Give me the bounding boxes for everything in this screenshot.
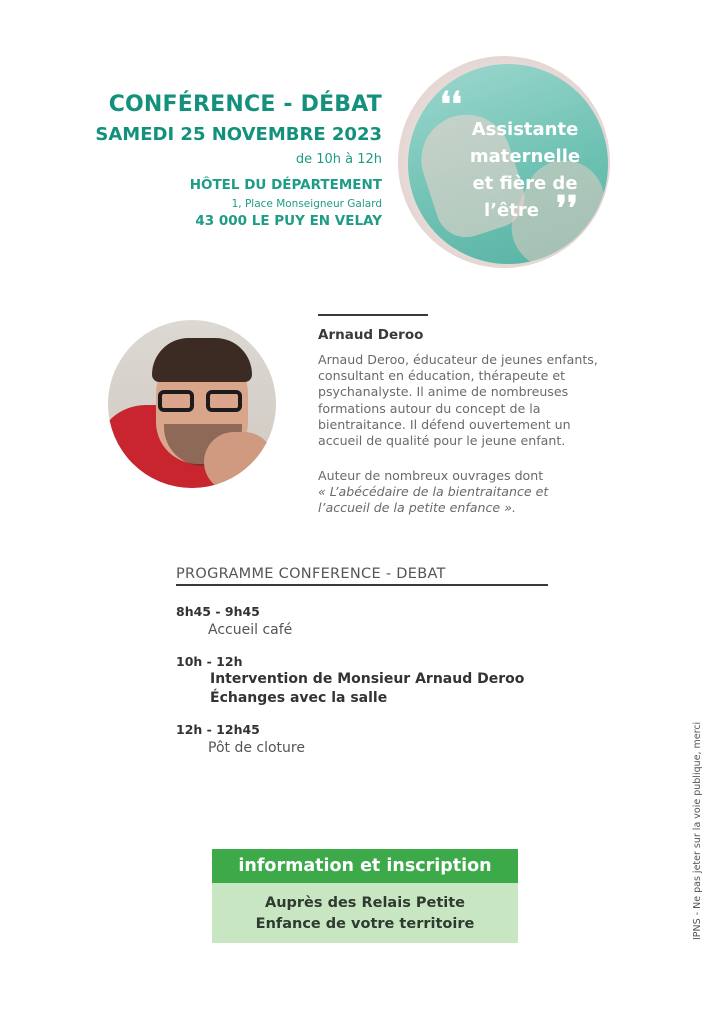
works-intro: Auteur de nombreux ouvrages dont xyxy=(318,468,544,483)
slot-time: 10h - 12h xyxy=(176,654,243,669)
speaker-divider xyxy=(318,314,428,316)
quote-line-text: l’être xyxy=(484,200,539,221)
works-title: « L’abécédaire de la bientraitance et xyxy=(318,484,549,500)
bio-line: bientraitance. Il défend ouvertement un xyxy=(318,416,571,432)
event-date: SAMEDI 25 NOVEMBRE 2023 xyxy=(95,124,382,145)
event-venue: HÔTEL DU DÉPARTEMENT xyxy=(189,177,382,193)
programme-underline xyxy=(176,584,548,586)
portrait-glasses xyxy=(158,390,250,414)
programme-title: PROGRAMME CONFERENCE - DEBAT xyxy=(176,566,446,582)
bio-line: psychanalyste. Il anime de nombreuses xyxy=(318,384,569,400)
close-quote-icon: ❜❜ xyxy=(556,189,578,229)
slot-activity: Pôt de cloture xyxy=(208,740,305,756)
quote-circle-photo xyxy=(408,64,608,264)
speaker-portrait xyxy=(108,320,276,488)
works-title: l’accueil de la petite enfance ». xyxy=(318,500,516,516)
event-city: 43 000 LE PUY EN VELAY xyxy=(195,213,382,229)
quote-line: Assistante xyxy=(471,119,579,140)
open-quote-icon: ❛❛ xyxy=(440,85,462,125)
speaker-works xyxy=(318,468,618,517)
quote-visual xyxy=(398,56,626,268)
event-hours: de 10h à 12h xyxy=(295,152,382,167)
info-body xyxy=(212,883,518,943)
info-heading: information et inscription xyxy=(212,849,518,883)
slot-activity: Intervention de Monsieur Arnaud Deroo xyxy=(210,671,525,687)
bio-line: consultant en éducation, thérapeute et xyxy=(318,368,566,384)
ipns-note: IPNS - Ne pas jeter sur la voie publique, merci xyxy=(692,721,703,940)
quote-line: et fière de xyxy=(472,173,578,194)
bio-line: accueil de qualité pour le jeune enfant. xyxy=(318,433,566,449)
event-street: 1, Place Monseigneur Galard xyxy=(231,198,382,210)
quote-line: maternelle xyxy=(469,146,581,167)
slot-activity: Échanges avec la salle xyxy=(210,690,388,706)
portrait-hand xyxy=(204,432,274,488)
speaker-bio xyxy=(318,352,618,449)
speaker-name: Arnaud Deroo xyxy=(318,327,424,343)
info-line: Enfance de votre territoire xyxy=(255,916,475,932)
slot-time: 8h45 - 9h45 xyxy=(176,604,260,619)
slot-time: 12h - 12h45 xyxy=(176,722,260,737)
slot-activity: Accueil café xyxy=(208,622,293,638)
bio-line: Arnaud Deroo, éducateur de jeunes enfants, xyxy=(318,352,598,367)
info-line: Auprès des Relais Petite xyxy=(264,895,465,911)
portrait-hair xyxy=(152,338,252,382)
bio-line: formations autour du concept de la xyxy=(318,400,541,416)
event-title: CONFÉRENCE - DÉBAT xyxy=(108,92,382,117)
